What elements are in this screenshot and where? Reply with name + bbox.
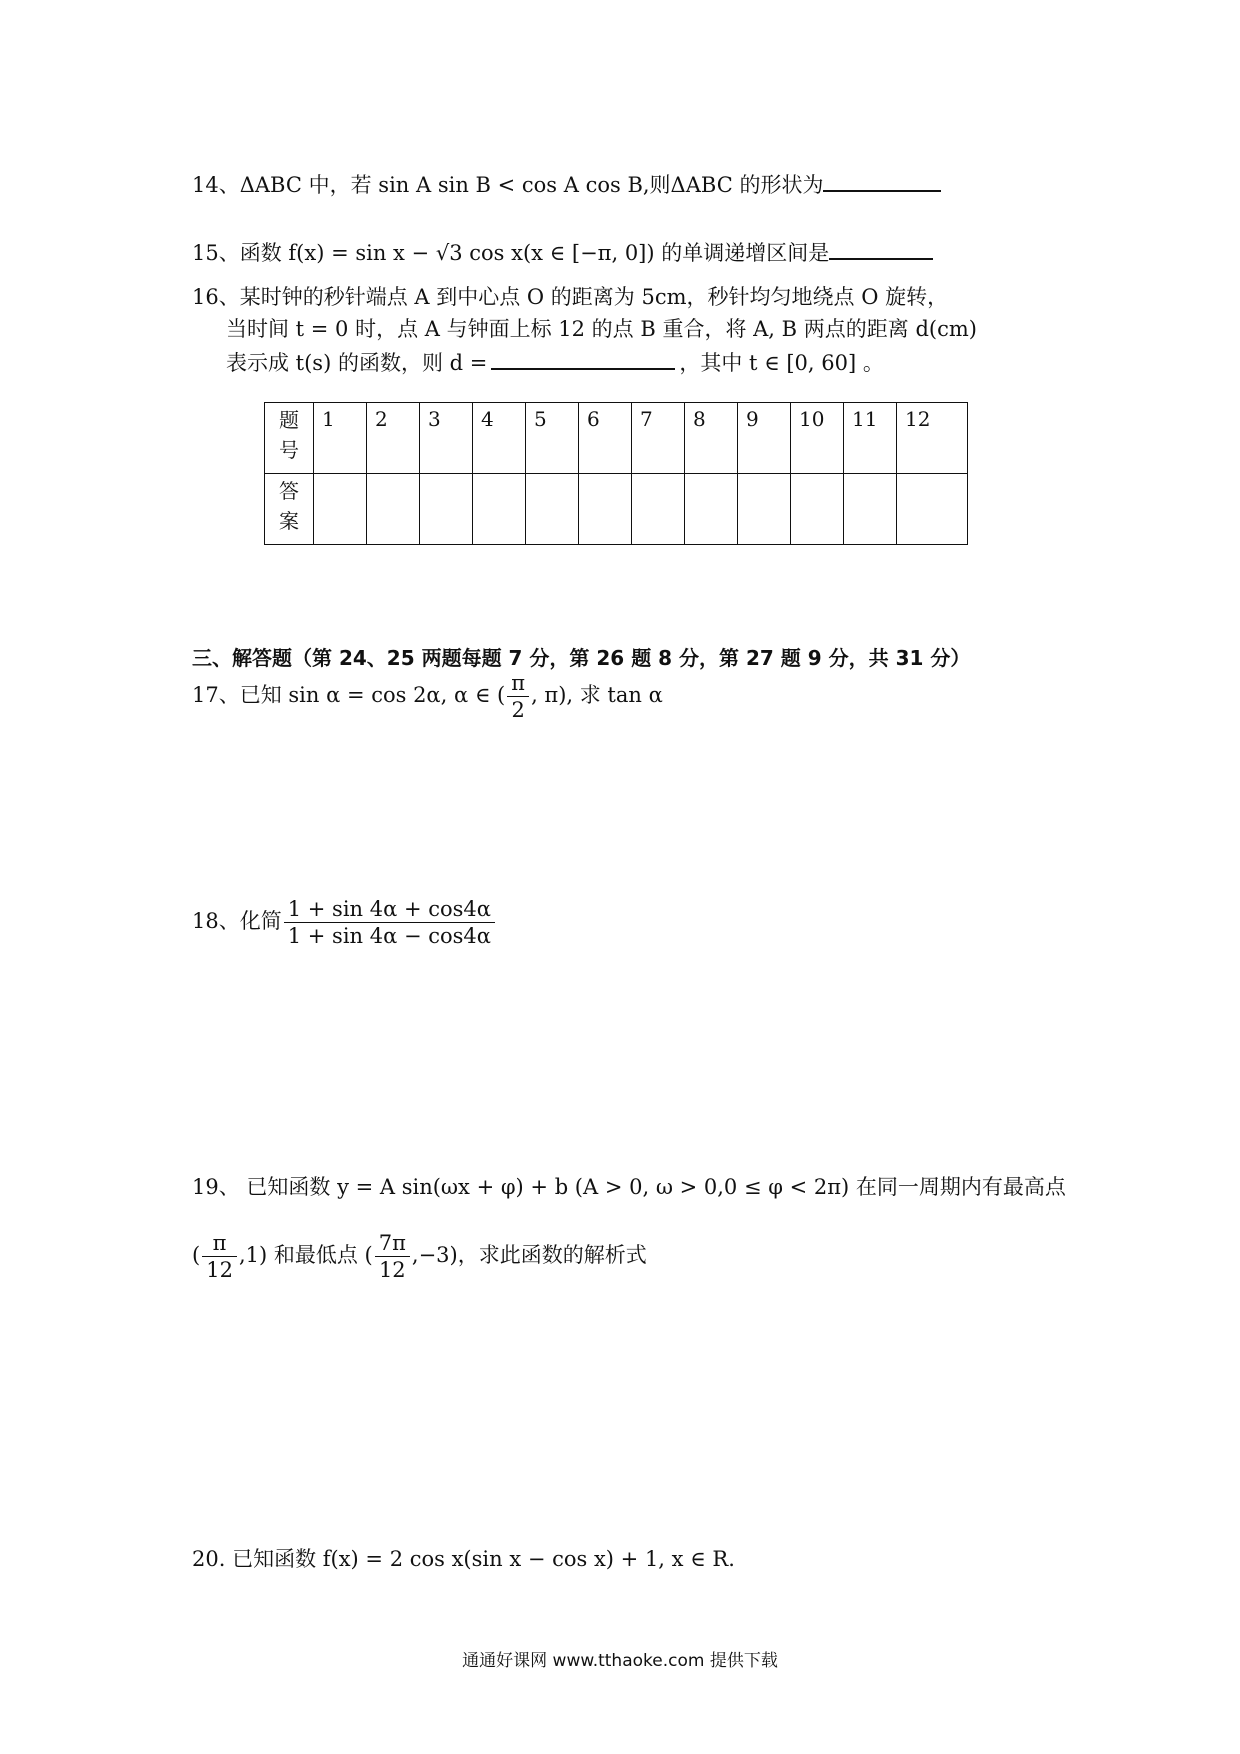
answer-blank-16[interactable] xyxy=(491,346,675,370)
header-char-1: 答 xyxy=(279,479,299,503)
question-number-cell: 1 xyxy=(314,403,367,474)
fraction-numerator: 7π xyxy=(375,1230,410,1257)
question-19-line-2 xyxy=(192,1230,647,1283)
question-number-cell: 5 xyxy=(526,403,579,474)
section-3-title: 三、解答题（第 24、25 两题每题 7 分，第 26 题 8 分，第 27 题 9 分，共 31 分） xyxy=(192,646,971,670)
answer-cell[interactable] xyxy=(738,474,791,545)
answer-cell[interactable] xyxy=(367,474,420,545)
answer-cell[interactable] xyxy=(897,474,968,545)
question-15-text: 15、函数 f(x) = sin x − √3 cos x(x ∈ [−π, 0]) 的单调递增区间是 xyxy=(192,241,830,265)
table-header-question-number xyxy=(265,403,314,474)
answer-cell[interactable] xyxy=(473,474,526,545)
question-number-cell: 10 xyxy=(791,403,844,474)
fraction-pi-over-12 xyxy=(202,1230,237,1283)
footer-source: 通通好课网 www.tthaoke.com 提供下载 xyxy=(462,1651,778,1671)
question-19-line-1: 19、 已知函数 y = A sin(ωx + φ) + b (A > 0, ω > 0,0 ≤ φ < 2π) 在同一周期内有最高点 xyxy=(192,1175,1066,1199)
question-15 xyxy=(192,236,933,268)
question-16-line-3-prefix: 表示成 t(s) 的函数，则 d = xyxy=(226,351,488,375)
answer-cell[interactable] xyxy=(314,474,367,545)
question-number-cell: 6 xyxy=(579,403,632,474)
question-14-text: 14、ΔABC 中，若 sin A sin B < cos A cos B,则ΔABC 的形状为 xyxy=(192,173,824,197)
question-19-mid: ,1) 和最低点 ( xyxy=(238,1243,373,1267)
fraction-numerator: 1 + sin 4α + cos4α xyxy=(284,896,495,923)
question-17-suffix: , π), 求 tan α xyxy=(531,683,663,707)
question-16-line-3-suffix: ，其中 t ∈ [0, 60] 。 xyxy=(679,351,884,375)
question-20: 20. 已知函数 f(x) = 2 cos x(sin x − cos x) + 1, x ∈ R. xyxy=(192,1547,735,1571)
question-18-prefix: 18、化简 xyxy=(192,909,282,933)
answer-cell[interactable] xyxy=(420,474,473,545)
answer-cell[interactable] xyxy=(526,474,579,545)
answer-cell[interactable] xyxy=(844,474,897,545)
question-19-open: ( xyxy=(192,1243,201,1267)
question-16-line-1: 16、某时钟的秒针端点 A 到中心点 O 的距离为 5cm，秒针均匀地绕点 O 旋转， xyxy=(192,285,949,309)
question-16-line-3 xyxy=(226,346,884,378)
answer-table-number-row xyxy=(265,403,968,474)
fraction-simplify-expression xyxy=(284,896,495,949)
answer-cell[interactable] xyxy=(685,474,738,545)
question-number-cell: 12 xyxy=(897,403,968,474)
question-16-line-2: 当时间 t = 0 时，点 A 与钟面上标 12 的点 B 重合，将 A, B 两点的距离 d(cm) xyxy=(226,317,977,341)
question-17-prefix: 17、已知 sin α = cos 2α, α ∈ ( xyxy=(192,683,506,707)
question-18 xyxy=(192,896,497,949)
question-19-end: ,−3)，求此函数的解析式 xyxy=(411,1243,647,1267)
answer-cell[interactable] xyxy=(632,474,685,545)
answer-table-answer-row xyxy=(265,474,968,545)
table-header-answer xyxy=(265,474,314,545)
header-char-1: 题 xyxy=(279,408,299,432)
header-char-2: 案 xyxy=(279,509,299,533)
fraction-denominator: 12 xyxy=(206,1258,233,1282)
fraction-pi-over-2 xyxy=(507,670,529,723)
fraction-numerator: π xyxy=(202,1230,237,1257)
question-number-cell: 11 xyxy=(844,403,897,474)
fraction-7pi-over-12 xyxy=(375,1230,410,1283)
question-17 xyxy=(192,670,663,723)
fraction-denominator: 1 + sin 4α − cos4α xyxy=(287,924,491,948)
fraction-denominator: 12 xyxy=(378,1258,406,1282)
question-number-cell: 2 xyxy=(367,403,420,474)
answer-table xyxy=(264,402,968,545)
question-14 xyxy=(192,168,941,200)
question-number-cell: 9 xyxy=(738,403,791,474)
question-number-cell: 4 xyxy=(473,403,526,474)
question-number-cell: 7 xyxy=(632,403,685,474)
fraction-numerator: π xyxy=(507,670,529,697)
fraction-denominator: 2 xyxy=(511,698,525,722)
question-number-cell: 8 xyxy=(685,403,738,474)
answer-cell[interactable] xyxy=(579,474,632,545)
answer-blank-15[interactable] xyxy=(829,236,933,260)
answer-blank-14[interactable] xyxy=(823,168,941,192)
answer-cell[interactable] xyxy=(791,474,844,545)
question-number-cell: 3 xyxy=(420,403,473,474)
header-char-2: 号 xyxy=(279,438,299,462)
